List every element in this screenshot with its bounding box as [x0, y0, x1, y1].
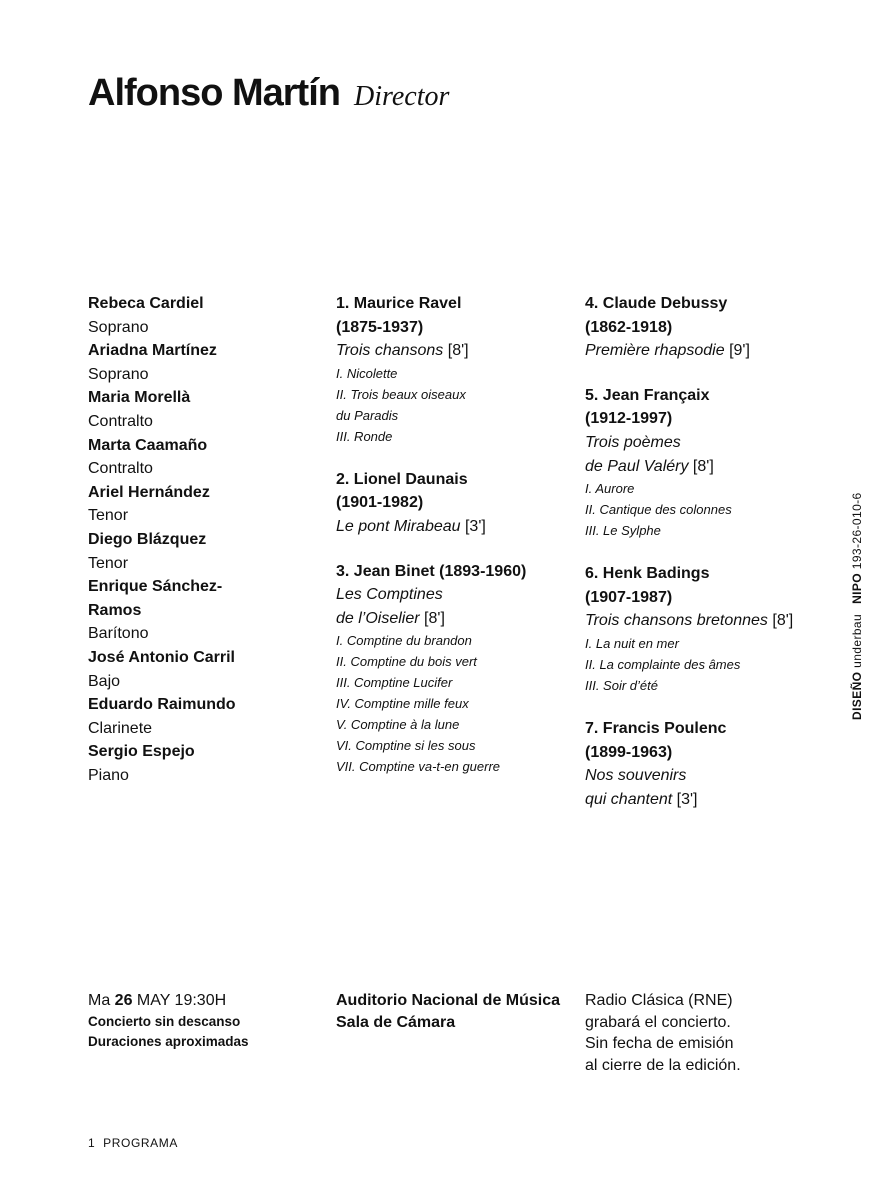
performer-name: Marta Caamaño [88, 436, 208, 454]
movement: V. Comptine à la lune [336, 717, 460, 733]
work-title: Le pont Mirabeau [336, 517, 461, 535]
composer-name: 6. Henk Badings [585, 565, 710, 583]
movement: II. La complainte des âmes [585, 656, 741, 672]
venue-name: Auditorio Nacional de Música [336, 992, 561, 1009]
performer-role: Bajo [88, 672, 121, 690]
venue-room: Sala de Cámara [336, 1013, 456, 1031]
program-piece [336, 560, 566, 778]
program-piece [585, 717, 815, 811]
performer-role: Tenor [88, 554, 129, 572]
concert-date-info [88, 990, 318, 1052]
movement: III. Comptine Lucifer [336, 675, 453, 691]
composer-name: 3. Jean Binet (1893-1960) [336, 562, 527, 580]
performer-role: Soprano [88, 318, 149, 336]
composer-name: 2. Lionel Daunais [336, 470, 468, 488]
work-title: Première rhapsodie [585, 342, 725, 360]
radio-note: Radio Clásica (RNE) [585, 992, 733, 1009]
director-role: Director [353, 81, 450, 112]
movement: II. Trois beaux oiseaux [336, 386, 466, 402]
venue-info [336, 990, 576, 1033]
movement: I. Nicolette [336, 365, 398, 381]
performer-name: Enrique Sánchez- [88, 578, 223, 596]
work-duration: [3'] [460, 517, 486, 535]
radio-note: al cierre de la edición. [585, 1056, 741, 1074]
program-column-2 [585, 292, 815, 832]
composer-name: 7. Francis Poulenc [585, 719, 727, 737]
composer-name: 5. Jean Françaix [585, 386, 710, 404]
work-title: Trois poèmes [585, 433, 681, 451]
movement: VII. Comptine va-t-en guerre [336, 759, 501, 775]
program-column-1 [336, 292, 566, 798]
composer-dates: (1912-1997) [585, 410, 673, 428]
concert-day: Ma [88, 992, 115, 1009]
composer-name: 4. Claude Debussy [585, 295, 728, 312]
performer-role: Piano [88, 766, 129, 784]
performer-role: Contralto [88, 460, 153, 478]
page-title [88, 72, 449, 115]
work-title: Les Comptines [336, 586, 443, 604]
movement: III. Ronde [336, 428, 393, 444]
program-piece [585, 562, 815, 696]
work-title: de l’Oiselier [336, 609, 420, 627]
radio-info [585, 990, 815, 1076]
performer-role: Contralto [88, 412, 153, 430]
work-title: Trois chansons [336, 342, 444, 360]
composer-dates: (1875-1937) [336, 318, 424, 336]
movement: III. Soir d’été [585, 677, 658, 693]
concert-note: Duraciones aproximadas [88, 1033, 249, 1049]
performer-name: Ramos [88, 601, 142, 619]
composer-dates: (1907-1987) [585, 588, 673, 606]
performer-name: Eduardo Raimundo [88, 696, 236, 714]
work-duration: [8'] [443, 342, 469, 360]
work-duration: [8'] [767, 612, 794, 630]
nipo-label: NIPO [850, 572, 864, 604]
program-piece [336, 292, 566, 447]
work-title: qui chantent [585, 790, 673, 808]
performer-role: Tenor [88, 507, 129, 525]
work-duration: [8'] [419, 609, 445, 627]
performer-name: Diego Blázquez [88, 530, 207, 548]
concert-time: MAY 19:30H [132, 992, 227, 1009]
design-value: underbau [850, 613, 864, 668]
work-title: Nos souvenirs [585, 767, 687, 785]
work-duration: [9'] [724, 342, 750, 360]
movement: III. Le Sylphe [585, 523, 661, 539]
performer-name: José Antonio Carril [88, 648, 235, 666]
movement: II. Cantique des colonnes [585, 502, 732, 518]
performer-name: Ariel Hernández [88, 483, 210, 501]
performer-name: Sergio Espejo [88, 743, 195, 761]
director-name: Alfonso Martín [88, 72, 340, 114]
radio-note: grabará el concierto. [585, 1013, 731, 1031]
page-section-label: PROGRAMA [103, 1136, 178, 1150]
work-title: de Paul Valéry [585, 457, 689, 475]
page-footer [88, 1136, 178, 1150]
movement: du Paradis [336, 407, 399, 423]
movement: VI. Comptine si les sous [336, 738, 476, 754]
design-label: DISEÑO [850, 671, 864, 720]
movement: I. Comptine du brandon [336, 633, 472, 649]
program-piece [585, 292, 815, 363]
performer-name: Ariadna Martínez [88, 342, 217, 360]
vertical-credits [850, 492, 864, 720]
movement: I. Aurore [585, 481, 635, 497]
nipo-value: 193-26-010-6 [850, 492, 864, 570]
movement: II. Comptine du bois vert [336, 654, 477, 670]
page-number: 1 [88, 1136, 96, 1150]
movement: IV. Comptine mille feux [336, 696, 469, 712]
concert-note: Concierto sin descanso [88, 1013, 241, 1029]
composer-dates: (1862-1918) [585, 318, 673, 336]
composer-dates: (1901-1982) [336, 494, 424, 512]
concert-date: 26 [114, 992, 133, 1009]
performer-role: Barítono [88, 625, 149, 643]
program-piece [336, 468, 566, 539]
program-piece [585, 384, 815, 541]
movement: I. La nuit en mer [585, 635, 679, 651]
performer-name: Rebeca Cardiel [88, 295, 204, 312]
performers-list [88, 292, 308, 787]
radio-note: Sin fecha de emisión [585, 1035, 734, 1052]
work-title: Trois chansons bretonnes [585, 612, 768, 630]
performer-role: Clarinete [88, 719, 153, 737]
work-duration: [8'] [688, 457, 714, 475]
composer-name: 1. Maurice Ravel [336, 295, 462, 312]
composer-dates: (1899-1963) [585, 743, 673, 761]
work-duration: [3'] [672, 790, 698, 808]
performer-name: Maria Morellà [88, 389, 191, 407]
performer-role: Soprano [88, 365, 149, 383]
